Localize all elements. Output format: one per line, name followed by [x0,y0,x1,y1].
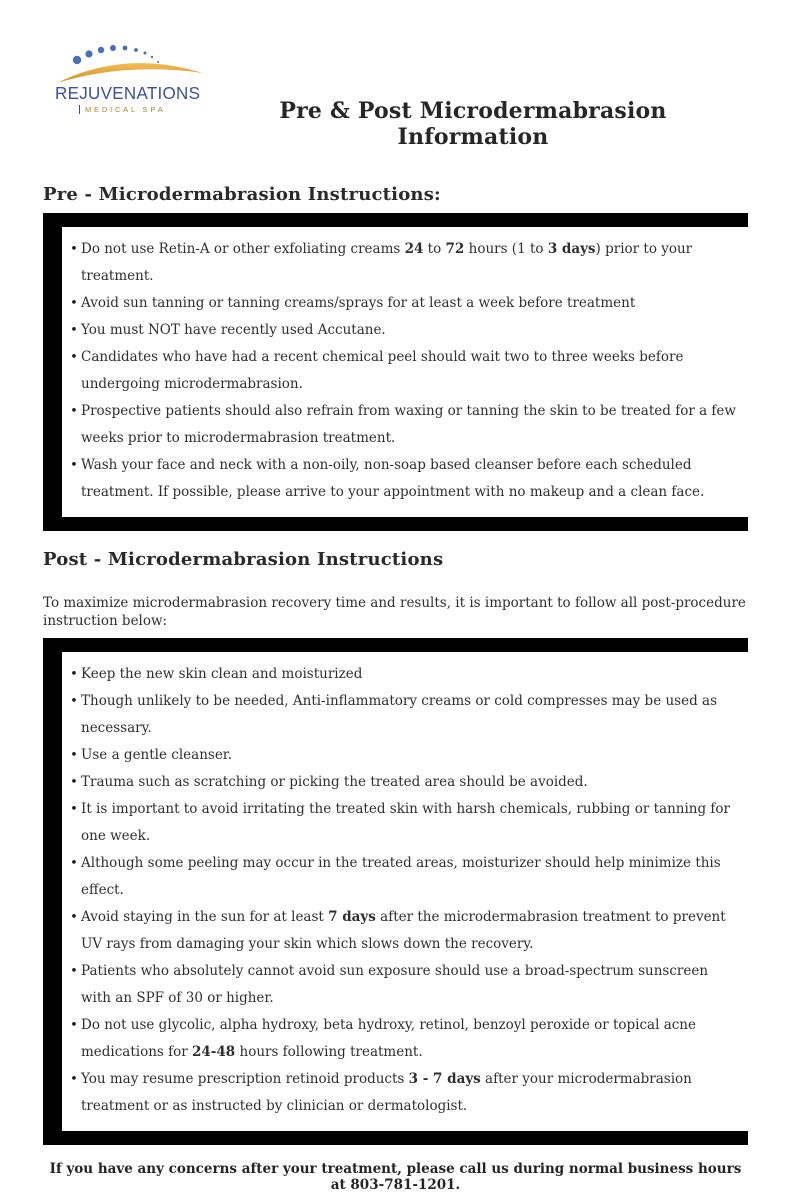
bullet-icon: • [70,1072,78,1087]
bullet-item [67,904,740,958]
bullet-text: Avoid staying in the sun for at least 7 days after the microdermabrasion treatment to prevent UV rays from damaging your skin which slows down the recovery. [81,909,726,952]
bullet-item [67,1012,740,1066]
bullet-icon: • [70,694,78,709]
bullet-icon: • [70,856,78,871]
bullet-text: Do not use glycolic, alpha hydroxy, beta hydroxy, retinol, benzoyl peroxide or topical acne medications for 24-48 hours following treatment. [81,1017,696,1060]
bullet-text: Though unlikely to be needed, Anti-inflammatory creams or cold compresses may be used as necessary. [81,693,717,736]
bullet-text: Prospective patients should also refrain from waxing or tanning the skin to be treated for a few weeks prior to microdermabrasion treatment. [81,403,736,446]
bullet-icon: • [70,323,78,338]
bullet-icon: • [70,350,78,365]
logo [43,40,208,114]
bullet-item [67,688,740,742]
header [43,0,748,150]
bullet-text: Keep the new skin clean and moisturized [81,666,363,682]
footer-note: If you have any concerns after your treatment, please call us during normal business hours at 803-781-1201. [49,1161,742,1193]
pre-bullet-list [62,227,748,517]
bullet-item [67,796,740,850]
bullet-item [67,398,740,452]
post-intro-text: To maximize microdermabrasion recovery time and results, it is important to follow all post-procedure instruction below: [43,595,746,629]
bullet-text: Avoid sun tanning or tanning creams/sprays for at least a week before treatment [81,295,636,311]
bullet-text: Candidates who have had a recent chemical peel should wait two to three weeks before undergoing microdermabrasion. [81,349,684,392]
pre-section-heading: Pre - Microdermabrasion Instructions: [43,184,441,205]
bullet-item [67,290,740,317]
bullet-text: It is important to avoid irritating the treated skin with harsh chemicals, rubbing or tanning for one week. [81,801,731,844]
bullet-icon: • [70,775,78,790]
bullet-item [67,850,740,904]
bullet-icon: • [70,404,78,419]
bullet-text: Use a gentle cleanser. [81,747,233,763]
bullet-text: You may resume prescription retinoid products 3 - 7 days after your microdermabrasion treatment or as instructed by clinician or dermatologist. [81,1071,692,1114]
bullet-item [67,236,740,290]
bullet-item [67,769,740,796]
bullet-item [67,344,740,398]
bullet-icon: • [70,667,78,682]
bullet-text: Wash your face and neck with a non-oily, non-soap based cleanser before each scheduled treatment. If possible, please arrive to your appointment with no makeup and a clean face. [81,457,705,500]
bullet-text: You must NOT have recently used Accutane. [81,322,386,338]
bullet-item [67,1066,740,1120]
bullet-text: Patients who absolutely cannot avoid sun exposure should use a broad-spectrum sunscreen with an SPF of 30 or higher. [81,963,709,1006]
bullet-icon: • [70,964,78,979]
bullet-item [67,452,740,506]
pre-instructions-box [43,213,748,531]
bullet-icon: • [70,458,78,473]
post-instructions-box [43,638,748,1145]
bullet-item [67,958,740,1012]
bullet-item [67,661,740,688]
bullet-icon: • [70,802,78,817]
logo-subtitle: MEDICAL SPA [79,105,208,114]
bullet-icon: • [70,910,78,925]
post-bullet-list [62,652,748,1131]
bullet-icon: • [70,1018,78,1033]
bullet-text: Although some peeling may occur in the treated areas, moisturizer should help minimize this effect. [81,855,721,898]
page-title: Pre & Post Microdermabrasion Information [279,98,667,150]
logo-swoosh-icon [55,40,205,84]
bullet-text: Do not use Retin-A or other exfoliating creams 24 to 72 hours (1 to 3 days) prior to your treatment. [81,241,693,284]
bullet-text: Trauma such as scratching or picking the treated area should be avoided. [81,774,588,790]
post-section-heading: Post - Microdermabrasion Instructions [43,549,444,570]
bullet-item [67,742,740,769]
bullet-icon: • [70,748,78,763]
bullet-item [67,317,740,344]
bullet-icon: • [70,242,78,257]
logo-name: REJUVENATIONS [55,83,201,104]
bullet-icon: • [70,296,78,311]
